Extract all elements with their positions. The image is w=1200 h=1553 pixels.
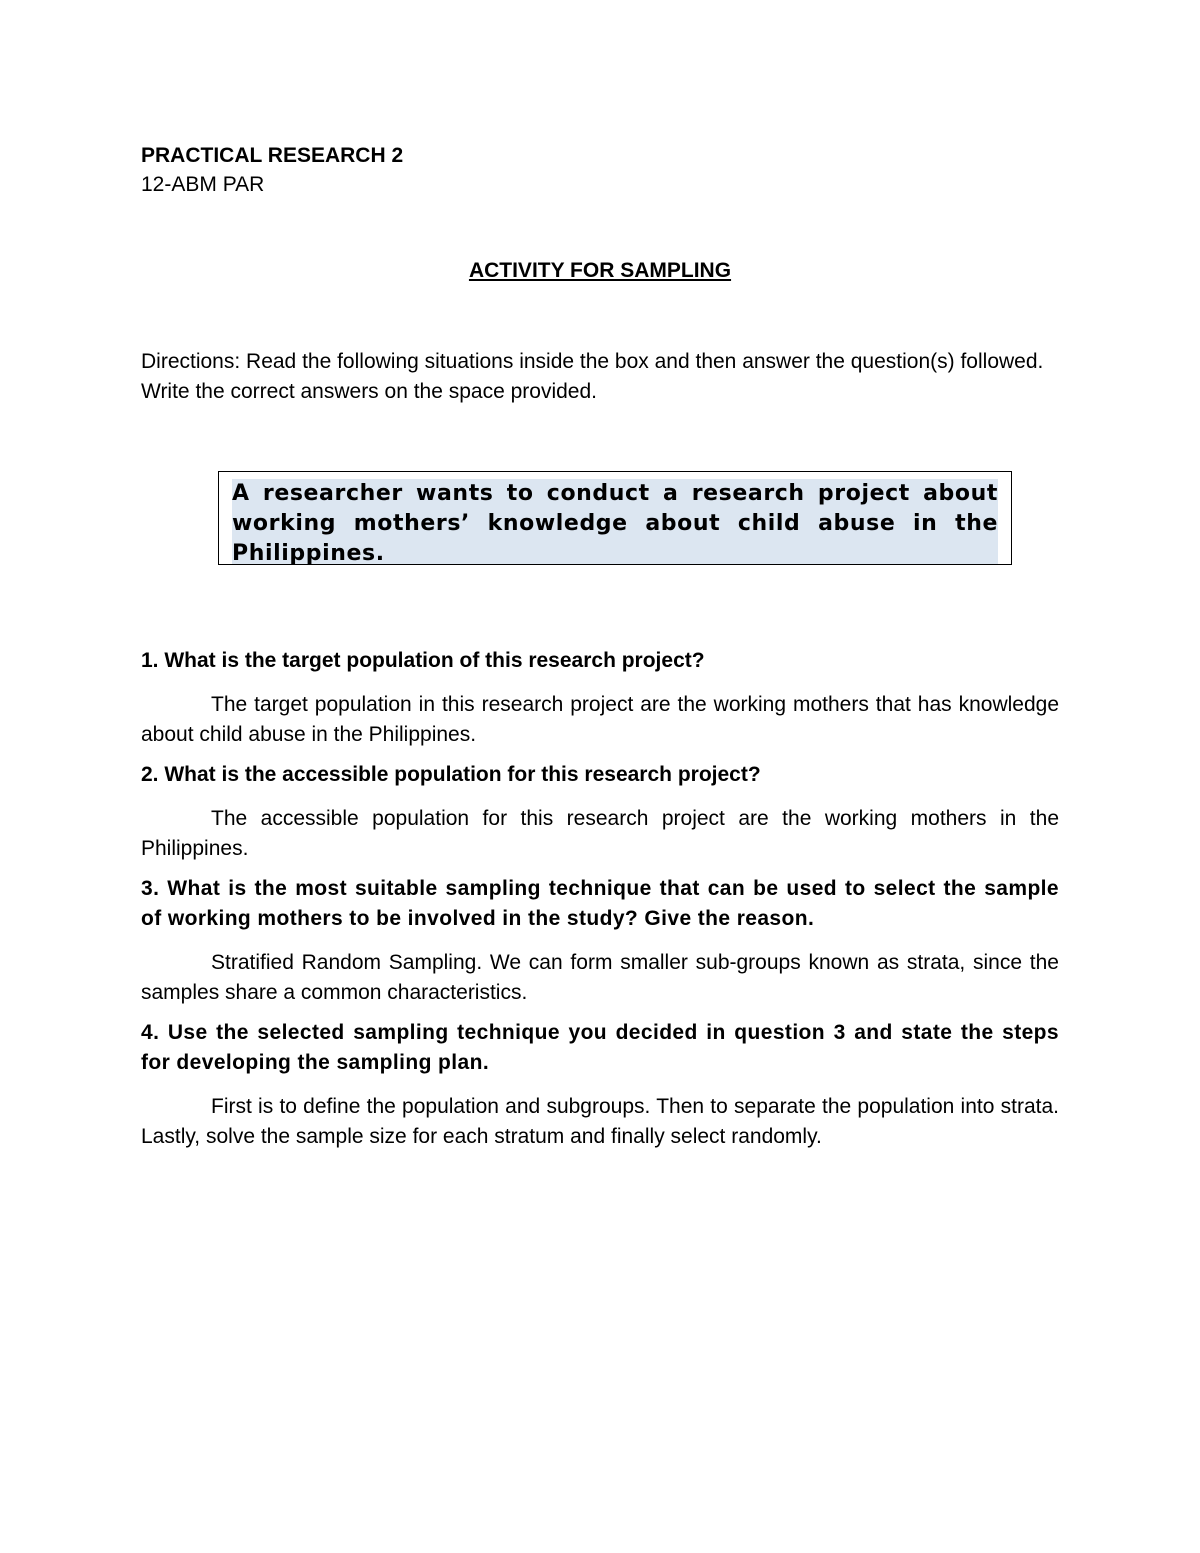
directions-text: Directions: Read the following situations inside the box and then answer the question(s) followed. Write the correct answers on the space provided. bbox=[141, 350, 1044, 403]
question-item-4 bbox=[141, 1018, 1059, 1152]
answer-text: First is to define the population and subgroups. Then to separate the population into strata. Lastly, solve the sample size for each stratum and finally select randomly. bbox=[141, 1095, 1059, 1148]
question-text: 3. What is the most suitable sampling technique that can be used to select the sample of working mothers to be involved in the study? Give the reason. bbox=[141, 877, 1059, 930]
situation-box bbox=[218, 471, 1012, 565]
answer-text: Stratified Random Sampling. We can form smaller sub-groups known as strata, since the samples share a common characteristics. bbox=[141, 951, 1059, 1004]
answer-text: The accessible population for this research project are the working mothers in the Philippines. bbox=[141, 807, 1059, 860]
activity-title: ACTIVITY FOR SAMPLING bbox=[468, 259, 732, 282]
questions-section bbox=[141, 646, 1059, 1162]
situation-text: A researcher wants to conduct a research project about working mothers’ knowledge about child abuse in the Philippines. bbox=[232, 479, 998, 565]
question-text: 4. Use the selected sampling technique you decided in question 3 and state the steps for developing the sampling plan. bbox=[141, 1021, 1059, 1074]
question-item-3 bbox=[141, 874, 1059, 1008]
question-text: 1. What is the target population of this research project? bbox=[141, 649, 705, 672]
question-item-1 bbox=[141, 646, 1059, 750]
question-text: 2. What is the accessible population for this research project? bbox=[141, 763, 761, 786]
answer-text: The target population in this research project are the working mothers that has knowledge about child abuse in the Philippines. bbox=[141, 693, 1059, 746]
question-item-2 bbox=[141, 760, 1059, 864]
course-title: PRACTICAL RESEARCH 2 bbox=[141, 144, 404, 167]
section-label: 12-ABM PAR bbox=[141, 173, 265, 196]
